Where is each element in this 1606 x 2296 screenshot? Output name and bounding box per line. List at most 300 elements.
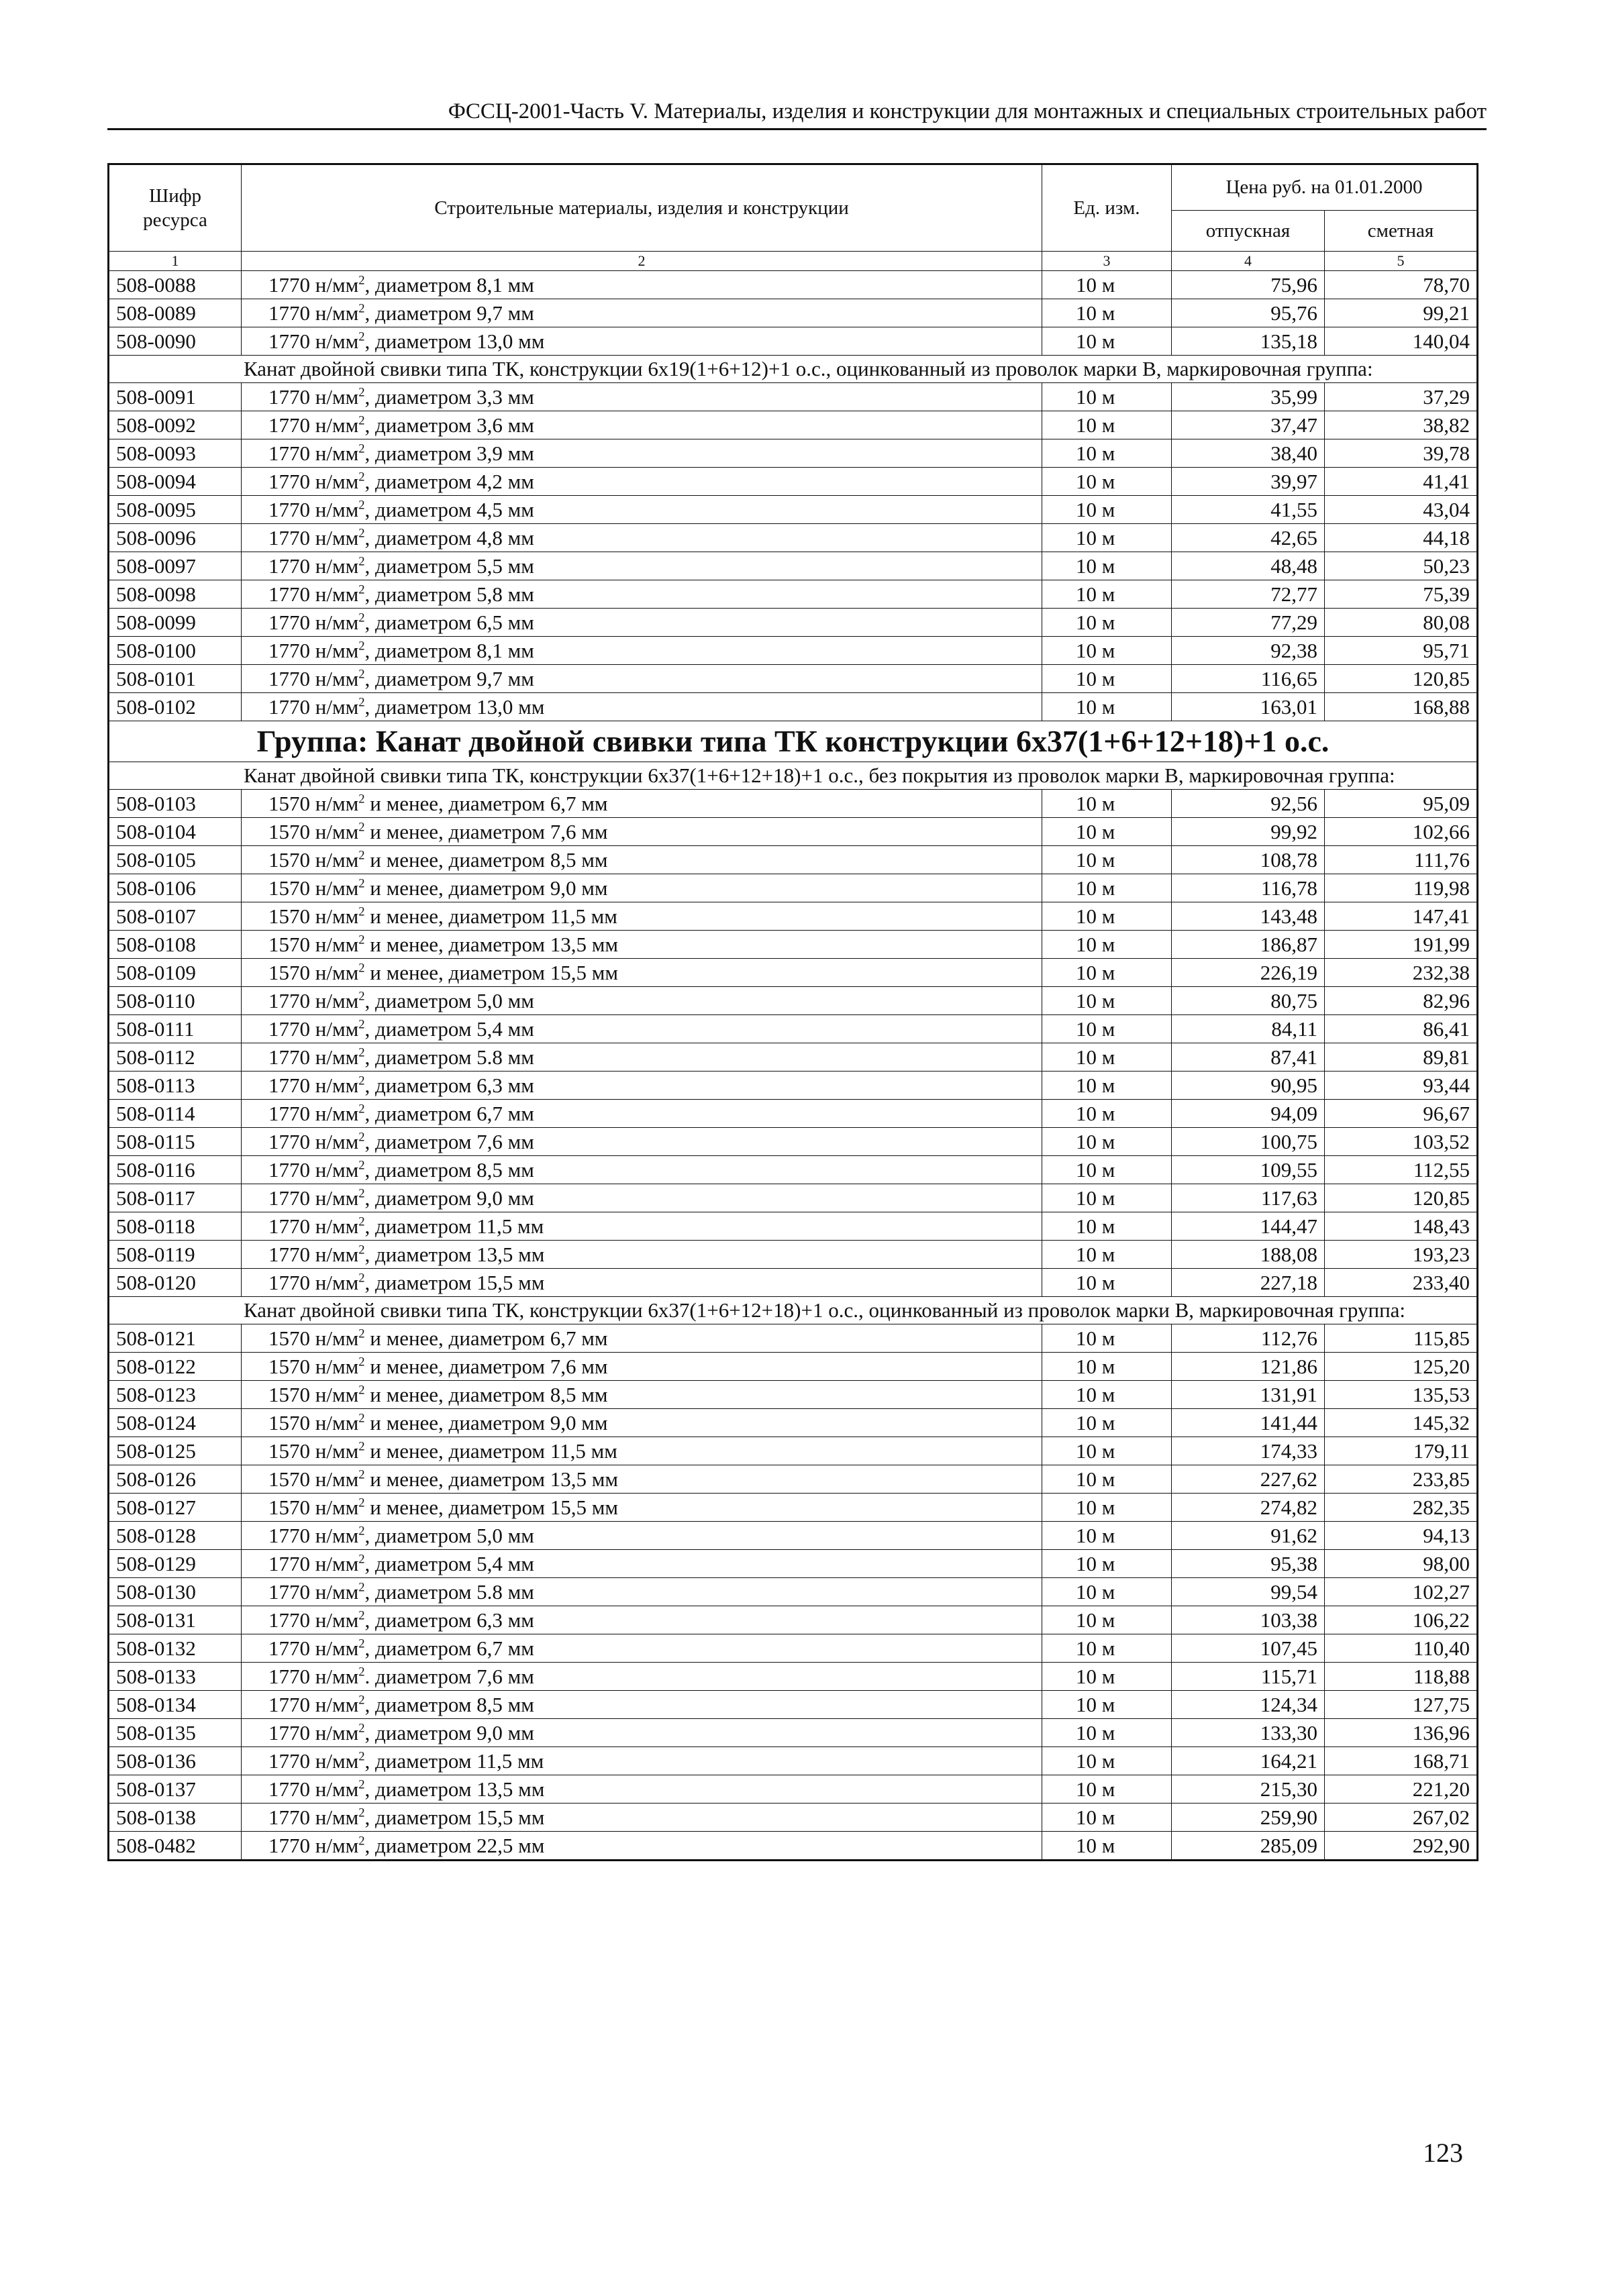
superscript: 2 (358, 413, 365, 428)
strength-value: 1770 н/мм (268, 1692, 359, 1716)
diameter-text: , диаметром 15,5 мм (364, 1270, 545, 1294)
strength-value: 1770 н/мм (268, 1101, 359, 1125)
price-release: 135,18 (1172, 327, 1325, 356)
price-release: 274,82 (1172, 1494, 1325, 1522)
strength-value: 1770 н/мм (268, 1636, 359, 1660)
resource-code: 508-0118 (109, 1212, 242, 1241)
resource-code: 508-0123 (109, 1381, 242, 1409)
table-row (109, 468, 1478, 496)
unit: 10 м (1042, 1212, 1172, 1241)
unit: 10 м (1042, 1072, 1172, 1100)
diameter-text: , диаметром 3,9 мм (364, 441, 534, 465)
strength-value: 1770 н/мм (268, 1129, 359, 1153)
table-row (109, 1409, 1478, 1437)
strength-value: 1570 н/мм (268, 819, 359, 843)
superscript: 2 (358, 1636, 365, 1651)
strength-value: 1770 н/мм (268, 1523, 359, 1547)
resource-code: 508-0128 (109, 1522, 242, 1550)
table-row (109, 552, 1478, 580)
table-row (109, 580, 1478, 609)
table-row (109, 1550, 1478, 1578)
material-name (242, 693, 1042, 721)
unit: 10 м (1042, 299, 1172, 327)
price-estimate: 119,98 (1325, 874, 1478, 902)
superscript: 2 (358, 639, 365, 654)
material-name (242, 1043, 1042, 1072)
column-number: 2 (242, 252, 1042, 271)
table-row (109, 874, 1478, 902)
price-estimate: 232,38 (1325, 959, 1478, 987)
material-name (242, 1100, 1042, 1128)
unit: 10 м (1042, 846, 1172, 874)
price-release: 75,96 (1172, 271, 1325, 299)
section-heading: Канат двойной свивки типа ТК, конструкции 6х37(1+6+12+18)+1 о.с., без покрытия из проволок марки В, маркировочная группа: (109, 762, 1478, 790)
strength-value: 1770 н/мм (268, 1608, 359, 1632)
table-row (109, 1241, 1478, 1269)
price-estimate: 86,41 (1325, 1015, 1478, 1043)
price-estimate: 168,88 (1325, 693, 1478, 721)
table-row (109, 1465, 1478, 1494)
resource-code: 508-0133 (109, 1663, 242, 1691)
strength-value: 1570 н/мм (268, 960, 359, 984)
table-row (109, 1634, 1478, 1663)
resource-code: 508-0127 (109, 1494, 242, 1522)
unit: 10 м (1042, 580, 1172, 609)
price-release: 92,38 (1172, 637, 1325, 665)
price-estimate: 135,53 (1325, 1381, 1478, 1409)
unit: 10 м (1042, 1015, 1172, 1043)
superscript: 2 (358, 1806, 365, 1820)
resource-code: 508-0117 (109, 1184, 242, 1212)
price-estimate: 103,52 (1325, 1128, 1478, 1156)
table-row (109, 1381, 1478, 1409)
strength-value: 1570 н/мм (268, 847, 359, 872)
material-name (242, 1522, 1042, 1550)
unit: 10 м (1042, 1043, 1172, 1072)
material-name (242, 1156, 1042, 1184)
unit: 10 м (1042, 1550, 1172, 1578)
material-name (242, 637, 1042, 665)
diameter-text: , диаметром 6,7 мм (364, 1101, 534, 1125)
unit: 10 м (1042, 271, 1172, 299)
resource-code: 508-0095 (109, 496, 242, 524)
superscript: 2 (358, 470, 365, 484)
unit: 10 м (1042, 818, 1172, 846)
diameter-text: и менее, диаметром 6,7 мм (364, 1326, 608, 1350)
resource-code: 508-0092 (109, 411, 242, 439)
material-name (242, 1128, 1042, 1156)
price-estimate: 39,78 (1325, 439, 1478, 468)
strength-value: 1770 н/мм (268, 694, 359, 719)
diameter-text: , диаметром 9,7 мм (364, 666, 534, 690)
table-row (109, 987, 1478, 1015)
diameter-text: , диаметром 3,6 мм (364, 413, 534, 437)
unit: 10 м (1042, 1156, 1172, 1184)
table-row (109, 818, 1478, 846)
superscript: 2 (358, 695, 365, 710)
price-release: 133,30 (1172, 1719, 1325, 1747)
section-row (109, 356, 1478, 383)
superscript: 2 (358, 273, 365, 288)
price-estimate: 102,27 (1325, 1578, 1478, 1606)
unit: 10 м (1042, 1184, 1172, 1212)
price-estimate: 95,09 (1325, 790, 1478, 818)
price-estimate: 125,20 (1325, 1353, 1478, 1381)
resource-code: 508-0124 (109, 1409, 242, 1437)
price-release: 103,38 (1172, 1606, 1325, 1634)
price-release: 174,33 (1172, 1437, 1325, 1465)
superscript: 2 (358, 1243, 365, 1257)
material-name (242, 411, 1042, 439)
unit: 10 м (1042, 1381, 1172, 1409)
superscript: 2 (358, 526, 365, 541)
table-row (109, 524, 1478, 552)
resource-code: 508-0088 (109, 271, 242, 299)
diameter-text: и менее, диаметром 6,7 мм (364, 791, 608, 815)
price-release: 163,01 (1172, 693, 1325, 721)
diameter-text: и менее, диаметром 15,5 мм (364, 1495, 618, 1519)
diameter-text: , диаметром 5.8 мм (364, 1579, 534, 1604)
table-row (109, 1437, 1478, 1465)
material-name (242, 1494, 1042, 1522)
column-number: 3 (1042, 252, 1172, 271)
price-release: 215,30 (1172, 1775, 1325, 1804)
strength-value: 1570 н/мм (268, 932, 359, 956)
material-name (242, 1578, 1042, 1606)
superscript: 2 (358, 1271, 365, 1286)
price-estimate: 37,29 (1325, 383, 1478, 411)
price-release: 259,90 (1172, 1804, 1325, 1832)
unit: 10 м (1042, 1100, 1172, 1128)
resource-code: 508-0125 (109, 1437, 242, 1465)
price-release: 90,95 (1172, 1072, 1325, 1100)
material-name (242, 1184, 1042, 1212)
price-estimate: 282,35 (1325, 1494, 1478, 1522)
price-release: 99,54 (1172, 1578, 1325, 1606)
price-estimate: 179,11 (1325, 1437, 1478, 1465)
strength-value: 1770 н/мм (268, 582, 359, 606)
running-header: ФССЦ-2001-Часть V. Материалы, изделия и конструкции для монтажных и специальных строительных работ (107, 99, 1487, 130)
strength-value: 1570 н/мм (268, 876, 359, 900)
unit: 10 м (1042, 902, 1172, 931)
table-row (109, 846, 1478, 874)
table-body (109, 271, 1478, 1861)
price-estimate: 95,71 (1325, 637, 1478, 665)
table-row (109, 1269, 1478, 1297)
material-name (242, 1241, 1042, 1269)
resource-code: 508-0482 (109, 1832, 242, 1861)
table-row (109, 1043, 1478, 1072)
superscript: 2 (358, 441, 365, 456)
table-row (109, 1324, 1478, 1353)
price-release: 87,41 (1172, 1043, 1325, 1072)
resource-code: 508-0134 (109, 1691, 242, 1719)
superscript: 2 (358, 792, 365, 806)
diameter-text: и менее, диаметром 9,0 мм (364, 1410, 608, 1434)
unit: 10 м (1042, 637, 1172, 665)
unit: 10 м (1042, 874, 1172, 902)
page-number: 123 (1423, 2138, 1463, 2168)
diameter-text: , диаметром 11,5 мм (364, 1749, 544, 1773)
unit: 10 м (1042, 1522, 1172, 1550)
unit: 10 м (1042, 959, 1172, 987)
strength-value: 1770 н/мм (268, 413, 359, 437)
price-release: 100,75 (1172, 1128, 1325, 1156)
superscript: 2 (358, 385, 365, 400)
price-release: 227,62 (1172, 1465, 1325, 1494)
group-row (109, 721, 1478, 762)
strength-value: 1770 н/мм (268, 1073, 359, 1097)
diameter-text: , диаметром 6,7 мм (364, 1636, 534, 1660)
price-release: 42,65 (1172, 524, 1325, 552)
diameter-text: , диаметром 4,8 мм (364, 525, 534, 550)
strength-value: 1770 н/мм (268, 384, 359, 409)
price-estimate: 43,04 (1325, 496, 1478, 524)
resource-code: 508-0109 (109, 959, 242, 987)
diameter-text: , диаметром 13,0 мм (364, 329, 545, 353)
column-number-row (109, 252, 1478, 271)
unit: 10 м (1042, 496, 1172, 524)
material-name (242, 496, 1042, 524)
superscript: 2 (358, 961, 365, 976)
strength-value: 1570 н/мм (268, 1439, 359, 1463)
price-release: 84,11 (1172, 1015, 1325, 1043)
superscript: 2 (358, 498, 365, 513)
material-name (242, 874, 1042, 902)
table-row (109, 439, 1478, 468)
price-estimate: 112,55 (1325, 1156, 1478, 1184)
unit: 10 м (1042, 1747, 1172, 1775)
strength-value: 1770 н/мм (268, 1045, 359, 1069)
price-estimate: 80,08 (1325, 609, 1478, 637)
material-name (242, 1409, 1042, 1437)
strength-value: 1770 н/мм (268, 1777, 359, 1801)
price-estimate: 78,70 (1325, 271, 1478, 299)
superscript: 2 (358, 1045, 365, 1060)
superscript: 2 (358, 1834, 365, 1848)
diameter-text: и менее, диаметром 8,5 мм (364, 1382, 608, 1406)
unit: 10 м (1042, 1719, 1172, 1747)
resource-code: 508-0114 (109, 1100, 242, 1128)
table-row (109, 1128, 1478, 1156)
superscript: 2 (358, 1608, 365, 1623)
table-row (109, 902, 1478, 931)
diameter-text: , диаметром 8,5 мм (364, 1157, 534, 1182)
table-row (109, 1578, 1478, 1606)
unit: 10 м (1042, 1578, 1172, 1606)
resource-code: 508-0136 (109, 1747, 242, 1775)
superscript: 2 (358, 1355, 365, 1369)
price-release: 141,44 (1172, 1409, 1325, 1437)
table-row (109, 1663, 1478, 1691)
superscript: 2 (358, 989, 365, 1004)
material-name (242, 846, 1042, 874)
material-name (242, 818, 1042, 846)
price-estimate: 127,75 (1325, 1691, 1478, 1719)
strength-value: 1770 н/мм (268, 441, 359, 465)
unit: 10 м (1042, 1663, 1172, 1691)
strength-value: 1770 н/мм (268, 1749, 359, 1773)
resource-code: 508-0102 (109, 693, 242, 721)
strength-value: 1570 н/мм (268, 791, 359, 815)
price-table (107, 163, 1478, 1861)
superscript: 2 (358, 848, 365, 863)
resource-code: 508-0089 (109, 299, 242, 327)
price-estimate: 44,18 (1325, 524, 1478, 552)
unit: 10 м (1042, 411, 1172, 439)
unit: 10 м (1042, 665, 1172, 693)
resource-code: 508-0106 (109, 874, 242, 902)
col-header-price-release: отпускная (1172, 210, 1325, 251)
material-name (242, 959, 1042, 987)
table-row (109, 327, 1478, 356)
diameter-text: и менее, диаметром 7,6 мм (364, 1354, 608, 1378)
price-release: 109,55 (1172, 1156, 1325, 1184)
superscript: 2 (358, 611, 365, 625)
resource-code: 508-0108 (109, 931, 242, 959)
unit: 10 м (1042, 439, 1172, 468)
diameter-text: и менее, диаметром 11,5 мм (364, 1439, 617, 1463)
price-estimate: 98,00 (1325, 1550, 1478, 1578)
superscript: 2 (358, 1383, 365, 1398)
material-name (242, 1437, 1042, 1465)
price-estimate: 111,76 (1325, 846, 1478, 874)
resource-code: 508-0098 (109, 580, 242, 609)
diameter-text: , диаметром 4,5 мм (364, 497, 534, 521)
price-estimate: 89,81 (1325, 1043, 1478, 1072)
resource-code: 508-0090 (109, 327, 242, 356)
strength-value: 1770 н/мм (268, 1157, 359, 1182)
price-release: 77,29 (1172, 609, 1325, 637)
strength-value: 1570 н/мм (268, 1382, 359, 1406)
material-name (242, 1269, 1042, 1297)
resource-code: 508-0112 (109, 1043, 242, 1072)
price-release: 285,09 (1172, 1832, 1325, 1861)
price-release: 188,08 (1172, 1241, 1325, 1269)
strength-value: 1770 н/мм (268, 272, 359, 297)
price-release: 164,21 (1172, 1747, 1325, 1775)
table-row (109, 959, 1478, 987)
price-estimate: 50,23 (1325, 552, 1478, 580)
diameter-text: , диаметром 6,3 мм (364, 1073, 534, 1097)
resource-code: 508-0093 (109, 439, 242, 468)
diameter-text: , диаметром 9,0 мм (364, 1186, 534, 1210)
resource-code: 508-0138 (109, 1804, 242, 1832)
price-estimate: 140,04 (1325, 327, 1478, 356)
strength-value: 1770 н/мм (268, 1186, 359, 1210)
superscript: 2 (358, 1580, 365, 1595)
resource-code: 508-0129 (109, 1550, 242, 1578)
material-name (242, 439, 1042, 468)
material-name (242, 580, 1042, 609)
table-row (109, 1719, 1478, 1747)
superscript: 2 (358, 667, 365, 682)
price-estimate: 145,32 (1325, 1409, 1478, 1437)
price-estimate: 110,40 (1325, 1634, 1478, 1663)
price-estimate: 115,85 (1325, 1324, 1478, 1353)
price-estimate: 38,82 (1325, 411, 1478, 439)
unit: 10 м (1042, 1465, 1172, 1494)
diameter-text: . диаметром 7,6 мм (364, 1664, 534, 1688)
unit: 10 м (1042, 1409, 1172, 1437)
unit: 10 м (1042, 468, 1172, 496)
unit: 10 м (1042, 1437, 1172, 1465)
price-release: 99,92 (1172, 818, 1325, 846)
material-name (242, 271, 1042, 299)
strength-value: 1570 н/мм (268, 904, 359, 928)
table-row (109, 1606, 1478, 1634)
diameter-text: , диаметром 11,5 мм (364, 1214, 544, 1238)
diameter-text: и менее, диаметром 13,5 мм (364, 932, 618, 956)
resource-code: 508-0105 (109, 846, 242, 874)
diameter-text: и менее, диаметром 15,5 мм (364, 960, 618, 984)
price-estimate: 120,85 (1325, 665, 1478, 693)
resource-code: 508-0135 (109, 1719, 242, 1747)
unit: 10 м (1042, 1832, 1172, 1861)
diameter-text: , диаметром 5,0 мм (364, 988, 534, 1012)
diameter-text: , диаметром 7,6 мм (364, 1129, 534, 1153)
superscript: 2 (358, 904, 365, 919)
superscript: 2 (358, 1693, 365, 1708)
price-release: 108,78 (1172, 846, 1325, 874)
material-name (242, 1212, 1042, 1241)
superscript: 2 (358, 1749, 365, 1764)
material-name (242, 1072, 1042, 1100)
material-name (242, 790, 1042, 818)
material-name (242, 1747, 1042, 1775)
price-release: 91,62 (1172, 1522, 1325, 1550)
material-name (242, 609, 1042, 637)
superscript: 2 (358, 1777, 365, 1792)
unit: 10 м (1042, 1691, 1172, 1719)
price-release: 80,75 (1172, 987, 1325, 1015)
resource-code: 508-0111 (109, 1015, 242, 1043)
table-row (109, 411, 1478, 439)
price-release: 116,78 (1172, 874, 1325, 902)
price-estimate: 99,21 (1325, 299, 1478, 327)
diameter-text: и менее, диаметром 13,5 мм (364, 1467, 618, 1491)
strength-value: 1770 н/мм (268, 1270, 359, 1294)
resource-code: 508-0120 (109, 1269, 242, 1297)
strength-value: 1570 н/мм (268, 1326, 359, 1350)
superscript: 2 (358, 1186, 365, 1201)
resource-code: 508-0110 (109, 987, 242, 1015)
resource-code: 508-0099 (109, 609, 242, 637)
unit: 10 м (1042, 1353, 1172, 1381)
resource-code: 508-0091 (109, 383, 242, 411)
resource-code: 508-0104 (109, 818, 242, 846)
unit: 10 м (1042, 1634, 1172, 1663)
price-release: 37,47 (1172, 411, 1325, 439)
price-release: 35,99 (1172, 383, 1325, 411)
unit: 10 м (1042, 693, 1172, 721)
superscript: 2 (358, 876, 365, 891)
section-row (109, 762, 1478, 790)
superscript: 2 (358, 1524, 365, 1538)
strength-value: 1570 н/мм (268, 1495, 359, 1519)
material-name (242, 1775, 1042, 1804)
diameter-text: , диаметром 5,8 мм (364, 582, 534, 606)
material-name (242, 552, 1042, 580)
resource-code: 508-0097 (109, 552, 242, 580)
price-release: 124,34 (1172, 1691, 1325, 1719)
section-heading: Канат двойной свивки типа ТК, конструкции 6х37(1+6+12+18)+1 о.с., оцинкованный из проволок марки В, маркировочная группа: (109, 1297, 1478, 1324)
resource-code: 508-0113 (109, 1072, 242, 1100)
material-name (242, 1719, 1042, 1747)
table-row (109, 1775, 1478, 1804)
table-row (109, 496, 1478, 524)
price-estimate: 118,88 (1325, 1663, 1478, 1691)
